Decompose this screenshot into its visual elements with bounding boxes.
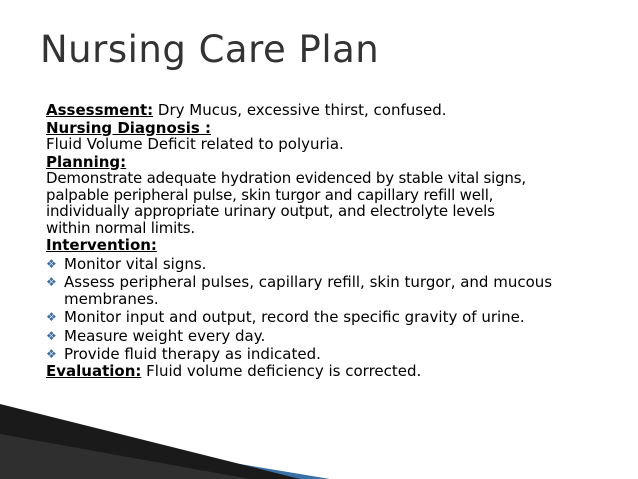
intervention-item: ❖ Monitor vital signs.: [46, 254, 207, 273]
slide-title: Nursing Care Plan: [40, 28, 380, 71]
planning-heading-line: [46, 154, 616, 171]
intervention-heading-line: [46, 237, 616, 254]
diagnosis-heading-line: [46, 120, 616, 137]
assessment-text: Dry Mucus, excessive thirst, confused.: [153, 101, 447, 119]
planning-label: Planning:: [46, 152, 127, 171]
evaluation-line: [46, 363, 616, 380]
intervention-label: Intervention:: [46, 236, 157, 254]
planning-text-line: within normal limits.: [46, 218, 195, 237]
intervention-item: ❖ Monitor input and output, record the specific gravity of urine.: [46, 308, 525, 326]
diamond-bullet-icon: ❖: [46, 275, 57, 289]
planning-text-line: palpable peripheral pulse, skin turgor and capillary refill well,: [46, 185, 494, 204]
diagnosis-text: Fluid Volume Deficit related to polyuria.: [46, 135, 344, 153]
diamond-bullet-icon: ❖: [46, 347, 57, 361]
diamond-bullet-icon: ❖: [46, 256, 57, 271]
assessment-label: Assessment:: [46, 101, 154, 119]
assessment-line: [46, 102, 616, 119]
planning-text-line: individually appropriate urinary output, and electrolyte levels: [46, 202, 495, 220]
diamond-bullet-icon: ❖: [46, 310, 57, 324]
diamond-bullet-icon: ❖: [46, 328, 57, 343]
evaluation-text: Fluid volume deficiency is corrected.: [141, 361, 422, 380]
intervention-item: ❖ Measure weight every day.: [46, 326, 266, 345]
planning-text-line: Demonstrate adequate hydration evidenced by stable vital signs,: [46, 169, 526, 187]
slide-content: [46, 102, 616, 379]
intervention-item: ❖ Provide fluid therapy as indicated.: [46, 345, 321, 363]
intervention-item: ❖ Assess peripheral pulses, capillary refill, skin turgor, and mucous membranes.: [46, 273, 553, 308]
evaluation-label: Evaluation:: [46, 361, 142, 380]
corner-wedge-decoration: [0, 404, 330, 479]
diagnosis-label: Nursing Diagnosis :: [46, 118, 211, 137]
